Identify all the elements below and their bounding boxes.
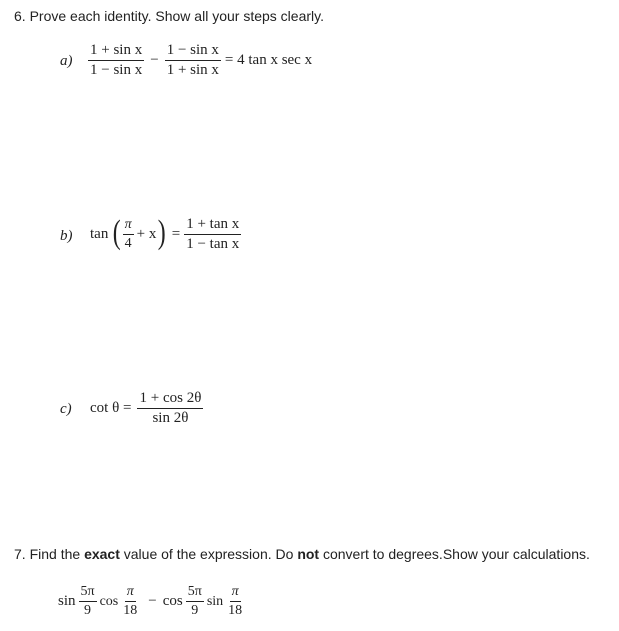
fraction-denominator: 9 <box>84 603 92 618</box>
fraction-a1-denominator: 1 − sin x <box>90 62 143 78</box>
fraction-b-numerator: 1 + tan x <box>184 216 241 235</box>
sin-function-1: sin <box>58 593 76 609</box>
question-7-bold-exact: exact <box>84 546 120 562</box>
question-6-number: 6. <box>14 8 26 24</box>
identity-c <box>90 390 203 427</box>
fraction-c-denominator: sin 2θ <box>152 410 189 426</box>
fraction-pi-over-18-b <box>226 584 244 619</box>
minus-sign: − <box>148 593 157 609</box>
fraction-c <box>137 390 203 427</box>
fraction-5pi-over-9-a <box>79 584 97 619</box>
fraction-a2-numerator: 1 − sin x <box>165 42 221 61</box>
fraction-denominator: 9 <box>191 603 199 618</box>
fraction-b-denominator: 1 − tan x <box>186 236 240 252</box>
fraction-c-numerator: 1 + cos 2θ <box>137 390 203 409</box>
fraction-b-rhs <box>184 216 241 253</box>
identity-c-lhs: cot θ = <box>90 400 132 416</box>
fraction-4-denominator: 4 <box>124 236 132 251</box>
expression-7 <box>58 584 247 619</box>
question-7-text-post: convert to degrees.Show your calculations. <box>319 546 590 562</box>
fraction-a1-numerator: 1 + sin x <box>88 42 144 61</box>
left-paren: ( <box>113 214 121 251</box>
question-7-bold-not: not <box>297 546 320 562</box>
sin-function-2: sin <box>206 593 224 609</box>
identity-a-rhs: = 4 tan x sec x <box>224 52 313 68</box>
right-paren: ) <box>158 214 167 251</box>
identity-a <box>88 42 312 79</box>
fraction-denominator: 18 <box>228 603 243 618</box>
fraction-pi-over-4 <box>123 217 134 252</box>
fraction-numerator: π <box>230 584 241 602</box>
fraction-a2-denominator: 1 + sin x <box>166 62 219 78</box>
question-7-text-pre: Find the <box>29 546 85 562</box>
identity-b <box>90 216 241 253</box>
cos-function-2: cos <box>162 593 183 609</box>
fraction-denominator: 18 <box>123 603 138 618</box>
fraction-a2 <box>165 42 221 79</box>
question-6-text: Prove each identity. Show all your steps clearly. <box>29 8 324 24</box>
fraction-5pi-over-9-b <box>186 584 204 619</box>
fraction-numerator: π <box>125 584 136 602</box>
part-c-label: c) <box>60 401 72 417</box>
fraction-pi-over-18-a <box>121 584 139 619</box>
question-7-text-mid: value of the expression. Do <box>119 546 298 562</box>
question-7-number: 7. <box>14 546 26 562</box>
question-7-prompt <box>14 546 590 562</box>
fraction-a1 <box>88 42 144 79</box>
part-b-label: b) <box>60 228 73 244</box>
plus-x: + x <box>136 226 157 242</box>
question-6-prompt <box>14 8 324 24</box>
equals-sign: = <box>171 226 181 242</box>
fraction-pi-numerator: π <box>123 217 134 235</box>
tan-function: tan <box>90 226 109 242</box>
minus-sign: − <box>150 52 159 68</box>
cos-function-1: cos <box>99 593 119 609</box>
fraction-numerator: 5π <box>79 584 97 602</box>
fraction-numerator: 5π <box>186 584 204 602</box>
part-a-label: a) <box>60 53 73 69</box>
